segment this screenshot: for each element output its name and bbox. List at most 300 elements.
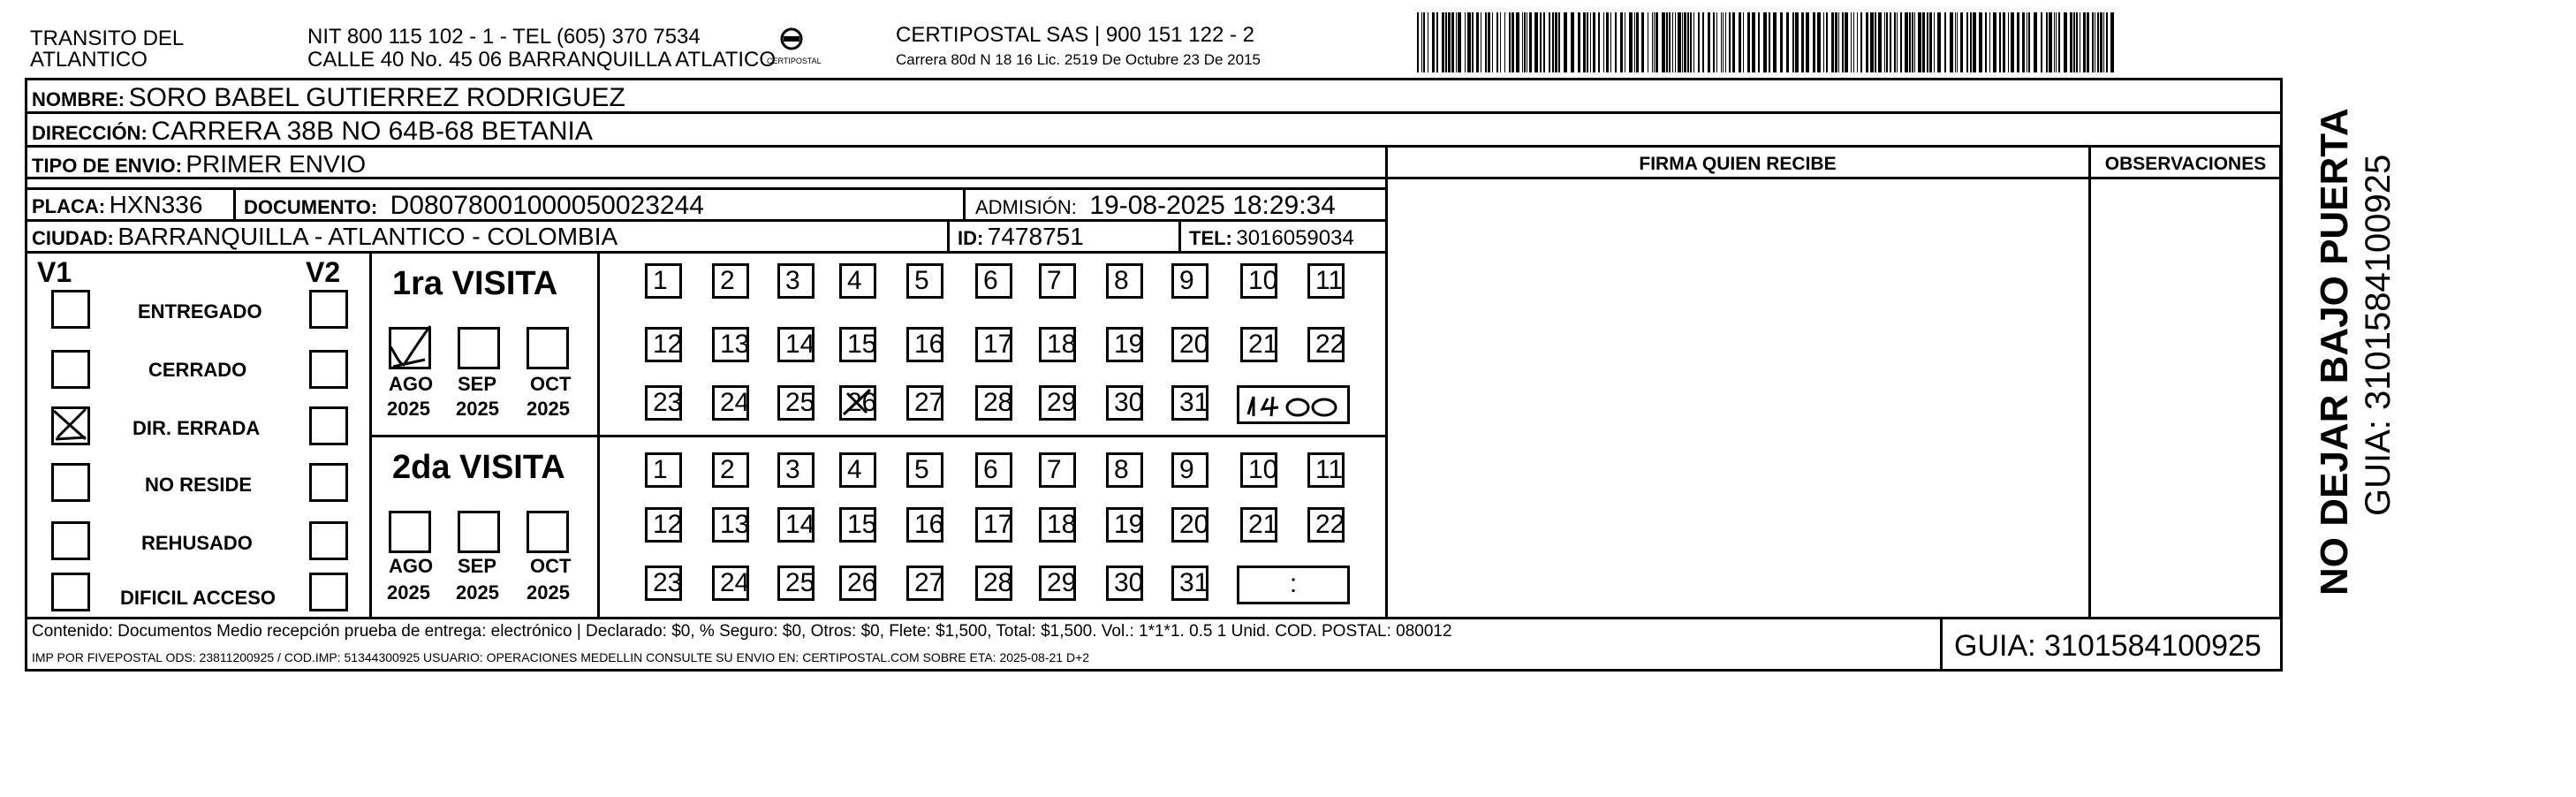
barcode-bar: [2017, 12, 2019, 72]
second-visit-day-2[interactable]: 2: [712, 452, 749, 488]
barcode-bar: [1693, 12, 1694, 72]
barcode-bar: [1442, 12, 1444, 72]
barcode-bar: [2003, 12, 2005, 72]
barcode-bar: [1979, 12, 1982, 72]
second-visit-day-16[interactable]: 16: [906, 507, 943, 543]
barcode-bar: [1451, 12, 1454, 72]
barcode-bar: [1851, 12, 1852, 72]
barcode-bar: [1524, 12, 1526, 72]
first-visit-day-19[interactable]: 19: [1106, 327, 1143, 362]
barcode-bar: [1690, 12, 1692, 72]
barcode-bar: [1845, 12, 1848, 72]
transit-name-line2: ATLANTICO: [30, 48, 148, 72]
first-visit-title: 1ra VISITA: [392, 265, 558, 302]
second-visit-day-11[interactable]: 11: [1307, 452, 1345, 488]
second-visit-day-10[interactable]: 10: [1240, 452, 1277, 488]
barcode-bar: [2049, 12, 2052, 72]
second-visit-day-15[interactable]: 15: [839, 507, 876, 543]
barcode-bar: [1716, 12, 1717, 72]
barcode-bar: [1500, 12, 1501, 72]
first-visit-day-12[interactable]: 12: [645, 327, 682, 362]
nombre-label: NOMBRE:: [32, 88, 125, 110]
v1-checkbox-entregado[interactable]: [51, 290, 90, 329]
tel-value: 3016059034: [1236, 226, 1354, 250]
second-visit-day-22[interactable]: 22: [1307, 507, 1345, 543]
side-guia: GUIA: 3101584100925: [2359, 154, 2398, 516]
barcode-bar: [1598, 12, 1600, 72]
first-visit-time-box[interactable]: [1237, 385, 1350, 424]
first-month-ago: AGO: [389, 373, 434, 395]
footer-imp: IMP POR FIVEPOSTAL ODS: 23811200925 / COD.IMP: 51344300925 USUARIO: OPERACIONES MEDELLIN CONSULTE SU ENVIO EN: CERTIPOSTAL.COM SOBRE ETA: 2025-08-21 D+2: [32, 650, 1090, 664]
barcode-bar: [1564, 12, 1567, 72]
barcode-bar: [1743, 12, 1744, 72]
observaciones-header: OBSERVACIONES: [2104, 154, 2267, 174]
id-label: ID:: [958, 227, 984, 249]
second-visit-day-6[interactable]: 6: [975, 452, 1012, 488]
second-visit-day-24[interactable]: 24: [712, 565, 749, 601]
first-visit-day-31[interactable]: 31: [1171, 385, 1208, 421]
barcode-bar: [1509, 12, 1511, 72]
barcode-bar: [1769, 12, 1770, 72]
nombre-value: SORO BABEL GUTIERREZ RODRIGUEZ: [128, 83, 625, 112]
second-visit-day-8[interactable]: 8: [1106, 452, 1143, 488]
v2-checkbox-rehusado[interactable]: [309, 521, 348, 560]
v2-checkbox-no-reside[interactable]: [309, 463, 348, 502]
first-visit-day-5[interactable]: 5: [906, 263, 943, 299]
second-month-ago: AGO: [389, 555, 434, 577]
second-month-oct: OCT: [530, 555, 572, 577]
barcode-bar: [1634, 12, 1635, 72]
barcode-bar: [2064, 12, 2067, 72]
barcode-bar: [1973, 12, 1976, 72]
first-visit-day-9[interactable]: 9: [1171, 263, 1208, 299]
first-visit-month-sep-checkbox[interactable]: [458, 327, 500, 369]
barcode-bar: [1752, 12, 1755, 72]
second-visit-day-29[interactable]: 29: [1039, 565, 1076, 601]
second-visit-day-31[interactable]: 31: [1171, 565, 1208, 601]
barcode-bar: [1436, 12, 1438, 72]
second-visit-day-1[interactable]: 1: [645, 452, 682, 488]
second-visit-day-9[interactable]: 9: [1171, 452, 1208, 488]
barcode-bar: [1934, 12, 1935, 72]
barcode-bar: [1516, 12, 1519, 72]
barcode-bar: [1432, 12, 1435, 72]
barcode-bar: [1540, 12, 1542, 72]
placa-value: HXN336: [109, 191, 203, 218]
direccion-label: DIRECCIÓN:: [32, 122, 148, 144]
second-visit-day-26[interactable]: 26: [839, 565, 876, 601]
barcode-bar: [1817, 12, 1821, 72]
v1-checkbox-dir-errada[interactable]: [51, 406, 90, 445]
barcode-bar: [2011, 12, 2014, 72]
nombre-row: [32, 85, 625, 111]
second-visit-month-oct-checkbox[interactable]: [527, 511, 569, 553]
second-visit-day-12[interactable]: 12: [645, 507, 682, 543]
admision-row: [975, 193, 1336, 219]
barcode-bar: [1467, 12, 1471, 72]
barcode-bar: [1875, 12, 1876, 72]
barcode-bar: [1732, 12, 1735, 72]
barcode-bar: [1831, 12, 1834, 72]
barcode-bar: [1641, 12, 1644, 72]
first-visit-day-26[interactable]: 26: [839, 385, 876, 421]
barcode-bar: [1922, 12, 1925, 72]
status-cerrado: CERRADO: [148, 359, 247, 381]
barcode-bar: [1571, 12, 1574, 72]
barcode-bar: [2041, 12, 2042, 72]
barcode-bar: [1857, 12, 1858, 72]
barcode-bar: [1792, 12, 1794, 72]
barcode-bar: [1894, 12, 1896, 72]
barcode-bar: [1655, 12, 1658, 72]
barcode-bar: [1801, 12, 1804, 72]
v2-checkbox-dir-errada[interactable]: [309, 406, 348, 445]
barcode-bar: [1636, 12, 1639, 72]
barcode-bar: [1698, 12, 1700, 72]
first-visit-day-6[interactable]: 6: [975, 263, 1012, 299]
direccion-row: [32, 118, 593, 145]
second-visit-day-17[interactable]: 17: [975, 507, 1012, 543]
second-visit-day-21[interactable]: 21: [1240, 507, 1277, 543]
v1-checkbox-no-reside[interactable]: [51, 463, 90, 502]
barcode-bar: [1552, 12, 1554, 72]
barcode-bar: [1708, 12, 1710, 72]
barcode-bar: [2073, 12, 2075, 72]
v1-label: V1: [37, 256, 72, 288]
barcode-bar: [1985, 12, 1987, 72]
certipostal-logo: [767, 25, 822, 69]
footer-guia: GUIA: 3101584100925: [1954, 629, 2262, 663]
ciudad-value: BARRANQUILLA - ATLANTICO - COLOMBIA: [117, 223, 618, 250]
handwritten-strike-icon: [840, 386, 875, 420]
barcode-bar: [1672, 12, 1673, 72]
direccion-value: CARRERA 38B NO 64B-68 BETANIA: [151, 117, 593, 146]
barcode-bar: [2106, 12, 2108, 72]
logo-text: CERTIPOSTAL: [767, 57, 822, 65]
documento-value: D08078001000050023244: [390, 191, 704, 220]
barcode-bar: [1485, 12, 1487, 72]
barcode-bar: [1465, 12, 1466, 72]
barcode-bar: [1957, 12, 1958, 72]
barcode-bar: [1927, 12, 1928, 72]
barcode-bar: [1549, 12, 1550, 72]
barcode-bar: [2083, 12, 2086, 72]
barcode-bar: [1496, 12, 1498, 72]
first-visit-day-2[interactable]: 2: [712, 263, 749, 299]
barcode-bar: [2110, 12, 2114, 72]
firma-header: FIRMA QUIEN RECIBE: [1639, 154, 1837, 174]
barcode-bar: [1662, 12, 1665, 72]
id-value: 7478751: [987, 223, 1084, 250]
barcode-bar: [1590, 12, 1591, 72]
barcode-bar: [1729, 12, 1731, 72]
barcode-bar: [1897, 12, 1898, 72]
id-row: [958, 224, 1084, 250]
v2-checkbox-dificil-acceso[interactable]: [309, 573, 348, 611]
first-month-oct: OCT: [530, 373, 572, 395]
second-visit-month-ago-checkbox[interactable]: [389, 511, 431, 553]
barcode-bar: [1417, 12, 1419, 72]
barcode-bar: [1999, 12, 2001, 72]
barcode-bar: [1747, 12, 1750, 72]
v2-label: V2: [306, 256, 341, 288]
barcode-bar: [1687, 12, 1689, 72]
barcode-bar: [2056, 12, 2057, 72]
barcode-bar: [2076, 12, 2078, 72]
first-visit-day-8[interactable]: 8: [1106, 263, 1143, 299]
first-visit-day-21[interactable]: 21: [1240, 327, 1277, 362]
barcode-bar: [1905, 12, 1908, 72]
first-visit-day-11[interactable]: 11: [1307, 263, 1345, 299]
first-visit-day-17[interactable]: 17: [975, 327, 1012, 362]
handwritten-check-icon: [384, 319, 434, 370]
first-visit-day-28[interactable]: 28: [975, 385, 1012, 421]
barcode-bar: [1966, 12, 1968, 72]
barcode-bar: [1472, 12, 1474, 72]
first-visit-day-7[interactable]: 7: [1039, 263, 1076, 299]
barcode-bar: [1504, 12, 1505, 72]
barcode-bar: [1890, 12, 1891, 72]
second-visit-day-13[interactable]: 13: [712, 507, 749, 543]
barcode-bar: [1918, 12, 1921, 72]
first-visit-day-27[interactable]: 27: [906, 385, 943, 421]
ciudad-label: CIUDAD:: [32, 227, 114, 249]
barcode-bar: [1900, 12, 1902, 72]
barcode-bar: [1878, 12, 1882, 72]
barcode-bar: [1870, 12, 1874, 72]
second-visit-day-14[interactable]: 14: [777, 507, 814, 543]
v2-checkbox-entregado[interactable]: [309, 290, 348, 329]
v1-checkbox-rehusado[interactable]: [51, 521, 90, 560]
first-visit-month-ago-checkbox[interactable]: [389, 327, 431, 369]
status-entregado: ENTREGADO: [138, 300, 262, 323]
second-visit-day-3[interactable]: 3: [777, 452, 814, 488]
first-visit-day-23[interactable]: 23: [645, 385, 682, 421]
barcode-bar: [1543, 12, 1545, 72]
barcode-bar: [1853, 12, 1854, 72]
barcode-bar: [1558, 12, 1560, 72]
first-visit-day-10[interactable]: 10: [1240, 263, 1277, 299]
v1-checkbox-dificil-acceso[interactable]: [51, 573, 90, 611]
company-line: CERTIPOSTAL SAS | 900 151 122 - 2: [896, 23, 1254, 47]
first-visit-day-1[interactable]: 1: [645, 263, 682, 299]
barcode-bar: [1629, 12, 1633, 72]
barcode-bar: [1713, 12, 1715, 72]
barcode-bar: [2022, 12, 2025, 72]
second-visit-day-28[interactable]: 28: [975, 565, 1012, 601]
barcode-bar: [1423, 12, 1425, 72]
barcode-bar: [2028, 12, 2030, 72]
barcode-bar: [1970, 12, 1972, 72]
barcode-bar: [1678, 12, 1681, 72]
second-visit-day-19[interactable]: 19: [1106, 507, 1143, 543]
tipo-envio-label: TIPO DE ENVIO:: [32, 155, 182, 177]
first-visit-day-30[interactable]: 30: [1106, 385, 1143, 421]
barcode-bar: [1758, 12, 1760, 72]
barcode-bar: [1593, 12, 1595, 72]
barcode-bar: [2087, 12, 2089, 72]
first-visit-day-18[interactable]: 18: [1039, 327, 1076, 362]
barcode-bar: [1993, 12, 1996, 72]
status-dir-errada: DIR. ERRADA: [133, 417, 261, 439]
second-visit-title: 2da VISITA: [392, 449, 565, 486]
barcode-bar: [2070, 12, 2072, 72]
admision-value: 19-08-2025 18:29:34: [1089, 191, 1336, 220]
second-visit-day-18[interactable]: 18: [1039, 507, 1076, 543]
second-year-sep: 2025: [456, 581, 499, 603]
barcode-bar: [1583, 12, 1586, 72]
handwritten-x-mark-icon: [50, 404, 91, 444]
barcode-bar: [1960, 12, 1963, 72]
first-visit-month-oct-checkbox[interactable]: [527, 327, 569, 369]
barcode-bar: [1555, 12, 1557, 72]
first-visit-day-15[interactable]: 15: [839, 327, 876, 362]
second-visit-day-5[interactable]: 5: [906, 452, 943, 488]
barcode-bar: [2058, 12, 2060, 72]
barcode-bar: [1529, 12, 1532, 72]
first-visit-day-25[interactable]: 25: [777, 385, 814, 421]
barcode-bar: [1786, 12, 1789, 72]
barcode-bar: [1682, 12, 1683, 72]
barcode-bar: [1721, 12, 1722, 72]
barcode-bar: [1884, 12, 1885, 72]
barcode-bar: [2034, 12, 2037, 72]
barcode-bar: [2008, 12, 2009, 72]
barcode-bar: [1835, 12, 1837, 72]
barcode-bar: [1534, 12, 1538, 72]
v2-checkbox-cerrado[interactable]: [309, 350, 348, 389]
first-year-sep: 2025: [456, 398, 499, 420]
barcode-bar: [1937, 12, 1941, 72]
placa-row: [32, 193, 202, 218]
first-visit-day-4[interactable]: 4: [839, 263, 876, 299]
barcode-bar: [1912, 12, 1913, 72]
first-visit-day-13[interactable]: 13: [712, 327, 749, 362]
first-year-oct: 2025: [527, 398, 570, 420]
first-visit-day-22[interactable]: 22: [1307, 327, 1345, 362]
barcode-bar: [1476, 12, 1479, 72]
second-visit-day-30[interactable]: 30: [1106, 565, 1143, 601]
second-year-oct: 2025: [527, 581, 570, 603]
barcode-bar: [1813, 12, 1815, 72]
second-visit-day-25[interactable]: 25: [777, 565, 814, 601]
barcode-bar: [1488, 12, 1490, 72]
barcode-bar: [1492, 12, 1493, 72]
first-year-ago: 2025: [387, 398, 430, 420]
documento-row: [244, 193, 704, 219]
first-visit-day-3[interactable]: 3: [777, 263, 814, 299]
barcode-bar: [1725, 12, 1726, 72]
barcode-bar: [1860, 12, 1862, 72]
barcode-bar: [1578, 12, 1580, 72]
barcode-bar: [1826, 12, 1828, 72]
ciudad-row: [32, 224, 617, 250]
barcode-bar: [2097, 12, 2099, 72]
barcode-bar: [1652, 12, 1653, 72]
barcode-bar: [1522, 12, 1523, 72]
first-visit-day-20[interactable]: 20: [1171, 327, 1208, 362]
second-visit-day-7[interactable]: 7: [1039, 452, 1076, 488]
transit-name-line1: TRANSITO DEL: [30, 27, 185, 50]
tipo-envio-row: [32, 152, 366, 178]
barcode-bar: [1587, 12, 1588, 72]
barcode-bar: [1886, 12, 1888, 72]
barcode-bar: [1909, 12, 1911, 72]
status-rehusado: REHUSADO: [141, 532, 253, 554]
barcode-bar: [1739, 12, 1741, 72]
barcode-bar: [1702, 12, 1704, 72]
barcode: [1417, 12, 2115, 72]
barcode-bar: [1838, 12, 1839, 72]
barcode-bar: [1823, 12, 1824, 72]
tipo-envio-value: PRIMER ENVIO: [186, 150, 367, 178]
side-warning: NO DEJAR BAJO PUERTA: [2313, 108, 2356, 596]
first-visit-day-14[interactable]: 14: [777, 327, 814, 362]
barcode-bar: [1773, 12, 1777, 72]
barcode-bar: [1684, 12, 1686, 72]
address-line: CALLE 40 No. 45 06 BARRANQUILLA ATLATICO: [307, 48, 777, 72]
barcode-bar: [2046, 12, 2048, 72]
second-visit-day-4[interactable]: 4: [839, 452, 876, 488]
barcode-bar: [1669, 12, 1671, 72]
barcode-bar: [2092, 12, 2094, 72]
first-visit-day-16[interactable]: 16: [906, 327, 943, 362]
tel-row: [1189, 226, 1354, 251]
barcode-bar: [1842, 12, 1844, 72]
barcode-bar: [1606, 12, 1609, 72]
barcode-bar: [1723, 12, 1724, 72]
barcode-bar: [2103, 12, 2104, 72]
second-visit-month-sep-checkbox[interactable]: [458, 511, 500, 553]
barcode-bar: [2054, 12, 2055, 72]
status-no-reside: NO RESIDE: [145, 474, 253, 496]
barcode-bar: [2100, 12, 2102, 72]
barcode-bar: [1929, 12, 1932, 72]
barcode-bar: [1675, 12, 1676, 72]
tel-label: TEL:: [1189, 227, 1232, 249]
second-visit-day-23[interactable]: 23: [645, 565, 682, 601]
barcode-bar: [1866, 12, 1868, 72]
placa-label: PLACA:: [32, 195, 106, 217]
barcode-bar: [1512, 12, 1514, 72]
company-sub: Carrera 80d N 18 16 Lic. 2519 De Octubre 23 De 2015: [896, 51, 1261, 68]
second-visit-time-box[interactable]: :: [1237, 565, 1350, 604]
second-visit-day-27[interactable]: 27: [906, 565, 943, 601]
barcode-bar: [1666, 12, 1668, 72]
barcode-bar: [1944, 12, 1946, 72]
footer-contenido: Contenido: Documentos Medio recepción prueba de entrega: electrónico | Declarado: $0, % Seguro: $0, Otros: $0, Flete: $1,500, Total: $1,500. Vol.: 1*1*1. 0.5 1 Unid. COD. POSTAL: 080012: [32, 622, 1452, 641]
v1-checkbox-cerrado[interactable]: [51, 350, 90, 389]
first-month-sep: SEP: [458, 373, 497, 395]
barcode-bar: [1448, 12, 1451, 72]
barcode-bar: [1421, 12, 1422, 72]
barcode-bar: [1989, 12, 1990, 72]
barcode-bar: [1654, 12, 1655, 72]
barcode-bar: [1780, 12, 1783, 72]
barcode-bar: [1914, 12, 1915, 72]
handwritten-time-1400: [1239, 388, 1349, 423]
admision-label: ADMISIÓN:: [975, 196, 1077, 218]
barcode-bar: [1445, 12, 1447, 72]
first-visit-day-24[interactable]: 24: [712, 385, 749, 421]
second-visit-day-20[interactable]: 20: [1171, 507, 1208, 543]
barcode-bar: [1806, 12, 1809, 72]
second-year-ago: 2025: [387, 581, 430, 603]
barcode-bar: [1950, 12, 1953, 72]
barcode-bar: [1763, 12, 1767, 72]
first-visit-day-29[interactable]: 29: [1039, 385, 1076, 421]
nit-line: NIT 800 115 102 - 1 - TEL (605) 370 7534: [307, 25, 701, 49]
